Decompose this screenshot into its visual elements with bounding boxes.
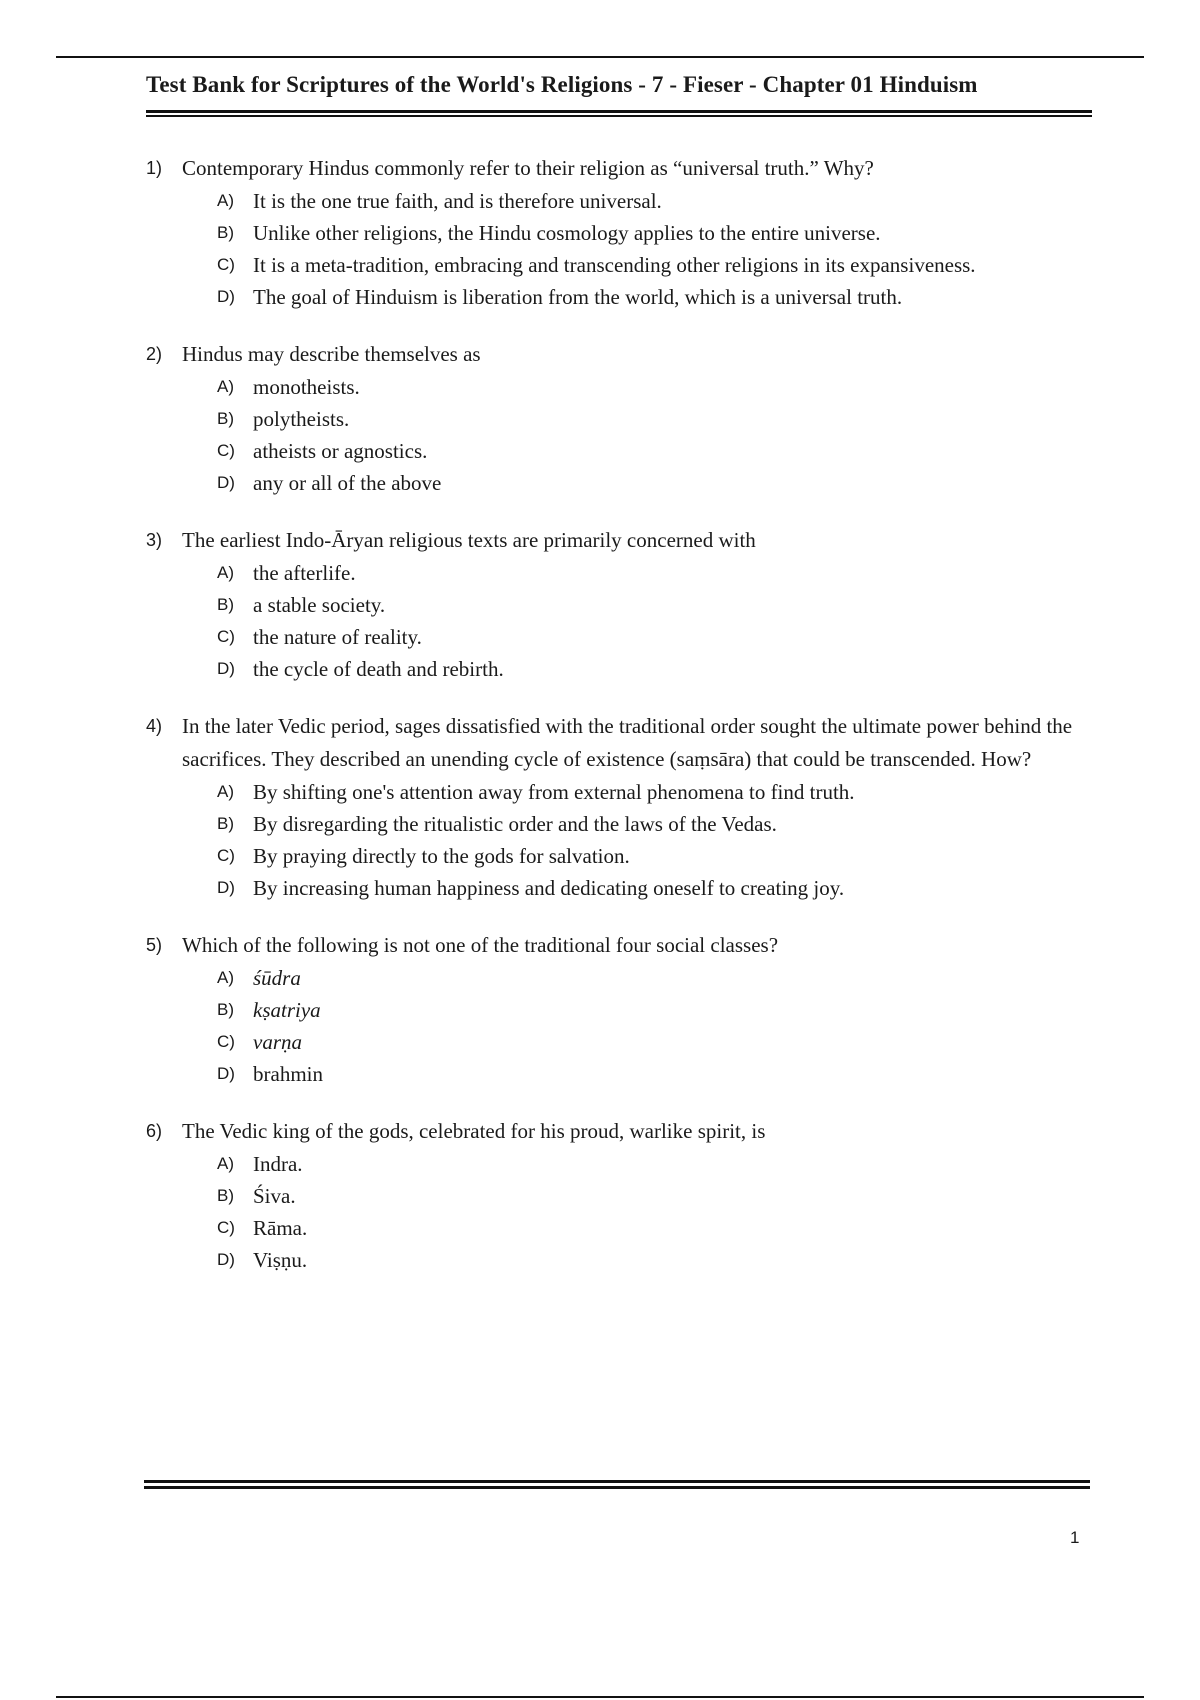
option-label: D): [217, 287, 235, 306]
answer-option: [146, 621, 1096, 653]
option-text: śūdra: [253, 966, 301, 990]
option-label: D): [217, 878, 235, 897]
option-text: It is the one true faith, and is therefore universal.: [253, 189, 662, 213]
option-label: C): [217, 846, 235, 865]
option-text: Viṣṇu.: [253, 1248, 308, 1272]
answer-option: [146, 1058, 1096, 1090]
question-stem: [146, 152, 1096, 185]
option-text: Śiva.: [253, 1184, 296, 1208]
option-text: By disregarding the ritualistic order and the laws of the Vedas.: [253, 812, 777, 836]
option-label: B): [217, 595, 234, 614]
answer-option: [146, 653, 1096, 685]
question-text: In the later Vedic period, sages dissatisfied with the traditional order sought the ultimate power behind the sacrifices. They described an unending cycle of existence (saṃsāra) that could be transcended. How?: [182, 714, 1073, 771]
option-text: Indra.: [253, 1152, 303, 1176]
option-label: A): [217, 782, 234, 801]
footer-double-rule: [144, 1480, 1090, 1489]
answer-options: [146, 185, 1096, 313]
option-text: By increasing human happiness and dedicating oneself to creating joy.: [253, 876, 845, 900]
question-6: [146, 1115, 1096, 1276]
question-3: [146, 524, 1096, 685]
option-text: It is a meta-tradition, embracing and transcending other religions in its expansiveness.: [253, 253, 976, 277]
option-label: C): [217, 255, 235, 274]
answer-option: [146, 217, 1096, 249]
bottom-page-rule: [56, 1696, 1144, 1698]
option-label: C): [217, 1032, 235, 1051]
option-label: D): [217, 1064, 235, 1083]
option-label: B): [217, 1000, 234, 1019]
question-text: Contemporary Hindus commonly refer to their religion as “universal truth.” Why?: [182, 156, 874, 180]
question-text: Which of the following is not one of the traditional four social classes?: [182, 933, 779, 957]
option-text: brahmin: [253, 1062, 323, 1086]
option-text: atheists or agnostics.: [253, 439, 428, 463]
option-label: D): [217, 659, 235, 678]
answer-option: [146, 994, 1096, 1026]
option-text: Rāma.: [253, 1216, 308, 1240]
answer-options: [146, 557, 1096, 685]
question-list: [146, 152, 1096, 1301]
answer-option: [146, 1148, 1096, 1180]
question-stem: [146, 1115, 1096, 1148]
answer-option: [146, 403, 1096, 435]
question-number: 4): [146, 716, 163, 736]
answer-option: [146, 840, 1096, 872]
answer-option: [146, 872, 1096, 904]
question-number: 2): [146, 344, 163, 364]
option-label: D): [217, 473, 235, 492]
question-4: [146, 710, 1096, 904]
option-label: B): [217, 1186, 234, 1205]
answer-option: [146, 808, 1096, 840]
answer-option: [146, 467, 1096, 499]
option-text: The goal of Hinduism is liberation from the world, which is a universal truth.: [253, 285, 903, 309]
option-label: B): [217, 814, 234, 833]
answer-options: [146, 371, 1096, 499]
option-label: B): [217, 409, 234, 428]
page-number: 1: [1070, 1528, 1080, 1547]
answer-option: [146, 557, 1096, 589]
question-text: The Vedic king of the gods, celebrated for his proud, warlike spirit, is: [182, 1119, 766, 1143]
question-stem: [146, 338, 1096, 371]
answer-option: [146, 962, 1096, 994]
option-text: the afterlife.: [253, 561, 356, 585]
option-text: By shifting one's attention away from external phenomena to find truth.: [253, 780, 855, 804]
option-text: By praying directly to the gods for salvation.: [253, 844, 630, 868]
question-stem: [146, 524, 1096, 557]
question-stem: [146, 710, 1096, 776]
option-text: any or all of the above: [253, 471, 442, 495]
option-text: polytheists.: [253, 407, 350, 431]
page-header: [146, 72, 1092, 117]
answer-option: [146, 1180, 1096, 1212]
question-1: [146, 152, 1096, 313]
answer-option: [146, 1212, 1096, 1244]
option-label: C): [217, 1218, 235, 1237]
question-number: 3): [146, 530, 163, 550]
option-label: C): [217, 441, 235, 460]
question-text: The earliest Indo-Āryan religious texts are primarily concerned with: [182, 528, 756, 552]
top-page-rule: [56, 56, 1144, 58]
answer-option: [146, 185, 1096, 217]
option-label: A): [217, 377, 234, 396]
answer-option: [146, 589, 1096, 621]
option-text: Unlike other religions, the Hindu cosmology applies to the entire universe.: [253, 221, 881, 245]
question-number: 1): [146, 158, 163, 178]
answer-option: [146, 371, 1096, 403]
option-label: A): [217, 191, 234, 210]
option-text: the cycle of death and rebirth.: [253, 657, 504, 681]
answer-options: [146, 776, 1096, 904]
option-label: B): [217, 223, 234, 242]
option-label: D): [217, 1250, 235, 1269]
answer-options: [146, 962, 1096, 1090]
question-text: Hindus may describe themselves as: [182, 342, 481, 366]
answer-options: [146, 1148, 1096, 1276]
document-title: Test Bank for Scriptures of the World's Religions - 7 - Fieser - Chapter 01 Hinduism: [146, 72, 978, 97]
option-text: the nature of reality.: [253, 625, 422, 649]
option-label: A): [217, 563, 234, 582]
question-2: [146, 338, 1096, 499]
option-text: monotheists.: [253, 375, 360, 399]
option-text: varṇa: [253, 1030, 302, 1054]
option-label: A): [217, 1154, 234, 1173]
answer-option: [146, 1244, 1096, 1276]
option-text: a stable society.: [253, 593, 386, 617]
question-number: 5): [146, 935, 163, 955]
answer-option: [146, 435, 1096, 467]
question-number: 6): [146, 1121, 163, 1141]
answer-option: [146, 281, 1096, 313]
question-5: [146, 929, 1096, 1090]
question-stem: [146, 929, 1096, 962]
header-double-rule: [146, 110, 1092, 117]
option-text: kṣatriya: [253, 998, 321, 1022]
answer-option: [146, 776, 1096, 808]
option-label: A): [217, 968, 234, 987]
option-label: C): [217, 627, 235, 646]
answer-option: [146, 1026, 1096, 1058]
answer-option: [146, 249, 1096, 281]
